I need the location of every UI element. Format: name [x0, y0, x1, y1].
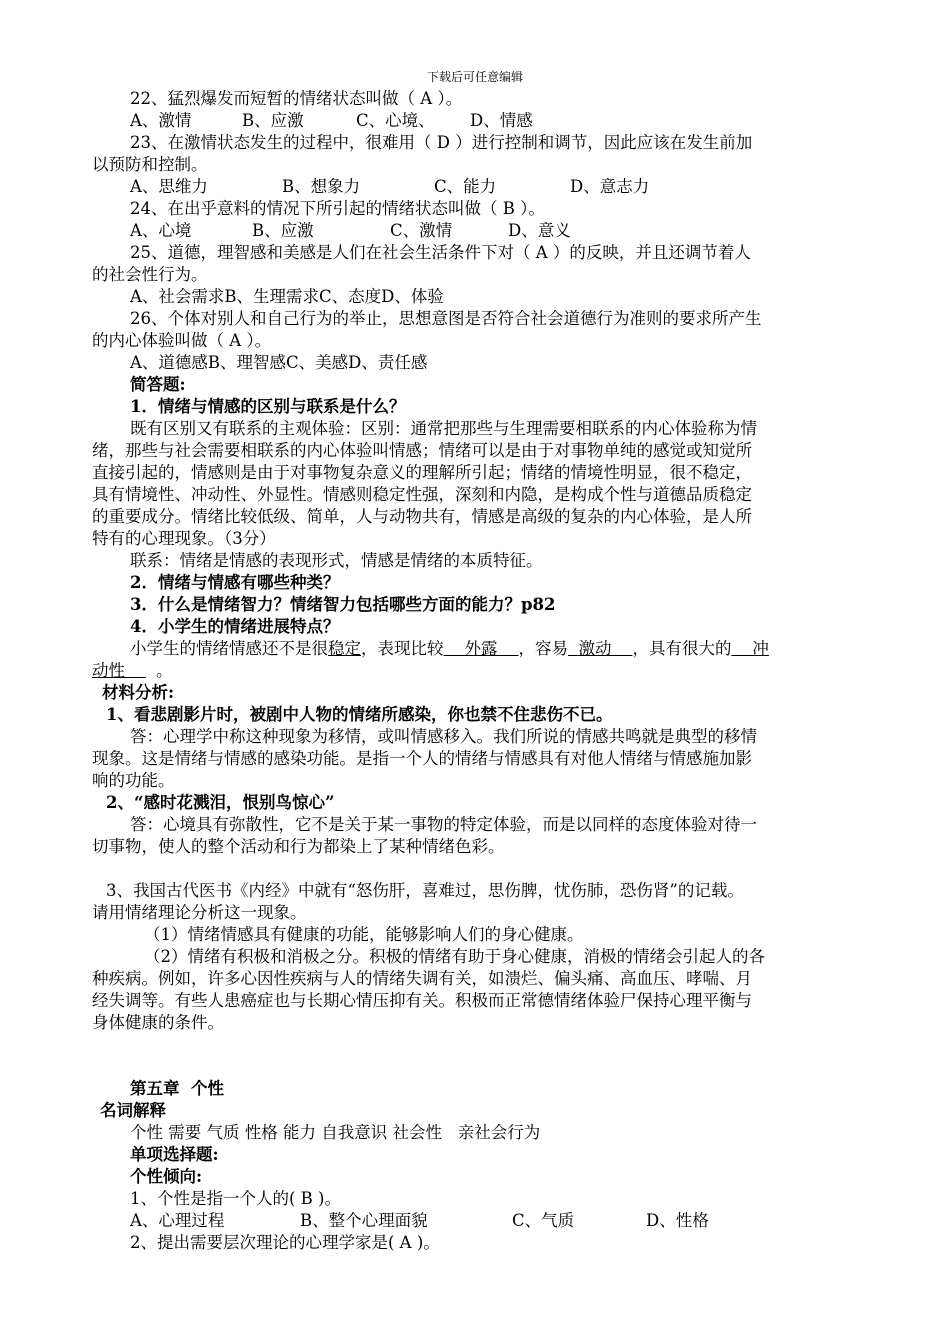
material-3-answer-1: （1）情绪情感具有健康的功能，能够影响人们的身心健康。: [144, 925, 584, 944]
material-3-answer-2-line: 种疾病。例如，许多心因性疾病与人的情绪失调有关，如溃烂、偏头痛、高血压、哮喘、月: [92, 969, 752, 988]
question-25-line2: 的社会性行为。: [92, 265, 208, 284]
material-3-answer-2-line: （2）情绪有积极和消极之分。积极的情绪有助于身心健康，消极的情绪会引起人的各: [144, 947, 765, 966]
text: ，具有很大的: [632, 639, 732, 658]
spacer: [92, 858, 872, 880]
short-answer-heading: 简答题:: [130, 375, 186, 394]
short-question-1: 1．情绪与情感的区别与联系是什么？: [130, 397, 406, 416]
material-1-answer-line: 答：心理学中称这种现象为移情，或叫情感移入。我们所说的情感共鸣就是典型的移情: [130, 727, 757, 746]
material-1: 1、看悲剧影片时，被剧中人物的情绪所感染，你也禁不住悲伤不已。: [106, 705, 613, 724]
option: C、气质: [512, 1211, 575, 1230]
document-body: [92, 88, 872, 1254]
short-question-2: 2．情绪与情感有哪些种类？: [130, 573, 340, 592]
option: B、应激: [252, 221, 314, 240]
single-choice-heading: 单项选择题:: [130, 1145, 219, 1164]
option: A、激情: [130, 111, 192, 130]
question-23-line2: 以预防和控制。: [92, 155, 208, 174]
chapter5-question-1-options: [92, 1210, 872, 1232]
page-header: 下载后可任意编辑: [426, 70, 523, 84]
text: ，容易: [518, 639, 568, 658]
text: ，表现比较: [361, 639, 444, 658]
fill-blank: 外露: [443, 639, 519, 658]
option: A、思维力: [130, 177, 208, 196]
question-23-options: [92, 176, 872, 198]
material-2-answer-line: 切事物，使人的整个活动和行为都染上了某种情绪色彩。: [92, 837, 505, 856]
material-3-line: 请用情绪理论分析这一现象。: [92, 903, 307, 922]
terms-heading: 名词解释: [100, 1101, 166, 1120]
question-24-options: [92, 220, 872, 242]
terms-list: 个性 需要 气质 性格 能力 自我意识 社会性 亲社会行为: [130, 1123, 541, 1142]
option: B、整个心理面貌: [300, 1211, 428, 1230]
material-2: 2、“感时花溅泪，恨别鸟惊心”: [106, 793, 335, 812]
question-22: 22、猛烈爆发而短暂的情绪状态叫做（ A ）。: [130, 89, 463, 108]
question-25-options: A、社会需求B、生理需求C、态度D、体验: [130, 287, 444, 306]
option: C、激情: [390, 221, 453, 240]
fill-blank: 冲: [731, 639, 769, 658]
option: C、心境、: [356, 111, 435, 130]
material-3-line: 3、我国古代医书《内经》中就有“怒伤肝，喜难过，思伤脾，忧伤肺，恐伤肾”的记载。: [106, 881, 744, 900]
question-22-options: [92, 110, 872, 132]
question-23-line1: 23、在激情状态发生的过程中，很难用（ D ）进行控制和调节，因此应该在发生前加: [130, 133, 753, 152]
question-26-options: A、道德感B、理智感C、美感D、责任感: [130, 353, 428, 372]
answer-1-line: 既有区别又有联系的主观体验：区别：通常把那些与生理需要相联系的内心体验称为情: [130, 419, 757, 438]
answer-1-line: 特有的心理现象。（3分）: [92, 529, 276, 548]
option: A、心理过程: [130, 1211, 225, 1230]
option: B、想象力: [282, 177, 361, 196]
option: D、情感: [470, 111, 533, 130]
material-1-answer-line: 现象。这是情绪与情感的感染功能。是指一个人的情绪与情感具有对他人情绪与情感施加影: [92, 749, 752, 768]
answer-1-line: 绪，那些与社会需要相联系的内心体验叫情感；情绪可以是由于对事物单纯的感觉或知觉所: [92, 441, 752, 460]
answer-1-line: 具有情境性、冲动性、外显性。情感则稳定性强，深刻和内隐，是构成个性与道德品质稳定: [92, 485, 752, 504]
option: B、应激: [242, 111, 304, 130]
option: D、性格: [646, 1211, 709, 1230]
material-heading: 材料分析:: [102, 683, 175, 702]
option: C、能力: [434, 177, 497, 196]
answer-1-line: 直接引起的，情感则是由于对事物复杂意义的理解所引起；情绪的情境性明显，很不稳定，: [92, 463, 752, 482]
chapter5-question-1: 1、个性是指一个人的( B )。: [130, 1189, 341, 1208]
material-1-answer-line: 响的功能。: [92, 771, 175, 790]
material-3-answer-2-line: 经失调等。有些人患癌症也与长期心情压抑有关。积极而正常德情绪体验尸保持心理平衡与: [92, 991, 752, 1010]
material-2-answer-line: 答：心境具有弥散性，它不是关于某一事物的特定体验，而是以同样的态度体验对待一: [130, 815, 757, 834]
fill-blank: 激动: [567, 639, 633, 658]
answer-4-line1: [92, 638, 872, 660]
chapter5-question-2: 2、提出需要层次理论的心理学家是( A )。: [130, 1233, 440, 1252]
answer-4-line2: [92, 660, 872, 682]
question-24: 24、在出乎意料的情况下所引起的情绪状态叫做（ B ）。: [130, 199, 545, 218]
short-question-4: 4．小学生的情绪进展特点？: [130, 617, 340, 636]
spacer: [92, 1034, 872, 1078]
material-3-answer-2-line: 身体健康的条件。: [92, 1013, 224, 1032]
question-26-line1: 26、个体对别人和自己行为的举止，思想意图是否符合社会道德行为准则的要求所产生: [130, 309, 762, 328]
tendency-heading: 个性倾向:: [130, 1167, 203, 1186]
answer-1-line: 的重要成分。情绪比较低级、简单，人与动物共有，情感是高级的复杂的内心体验，是人所: [92, 507, 752, 526]
fill-blank: 稳定: [328, 639, 361, 658]
option: A、心境: [130, 221, 192, 240]
answer-1-link: 联系：情绪是情感的表现形式，情感是情绪的本质特征。: [130, 551, 543, 570]
question-26-line2: 的内心体验叫做（ A ）。: [92, 331, 272, 350]
text: 小学生的情绪情感还不是很: [130, 639, 328, 658]
option: D、意义: [508, 221, 571, 240]
chapter-title: 第五章 个性: [130, 1079, 224, 1098]
option: D、意志力: [570, 177, 650, 196]
short-question-3: 3．什么是情绪智力？情绪智力包括哪些方面的能力？p82: [130, 595, 556, 614]
text: 。: [155, 661, 173, 680]
question-25-line1: 25、道德，理智感和美感是人们在社会生活条件下对（ A ）的反映，并且还调节着人: [130, 243, 751, 262]
fill-blank: 动性: [92, 661, 146, 680]
